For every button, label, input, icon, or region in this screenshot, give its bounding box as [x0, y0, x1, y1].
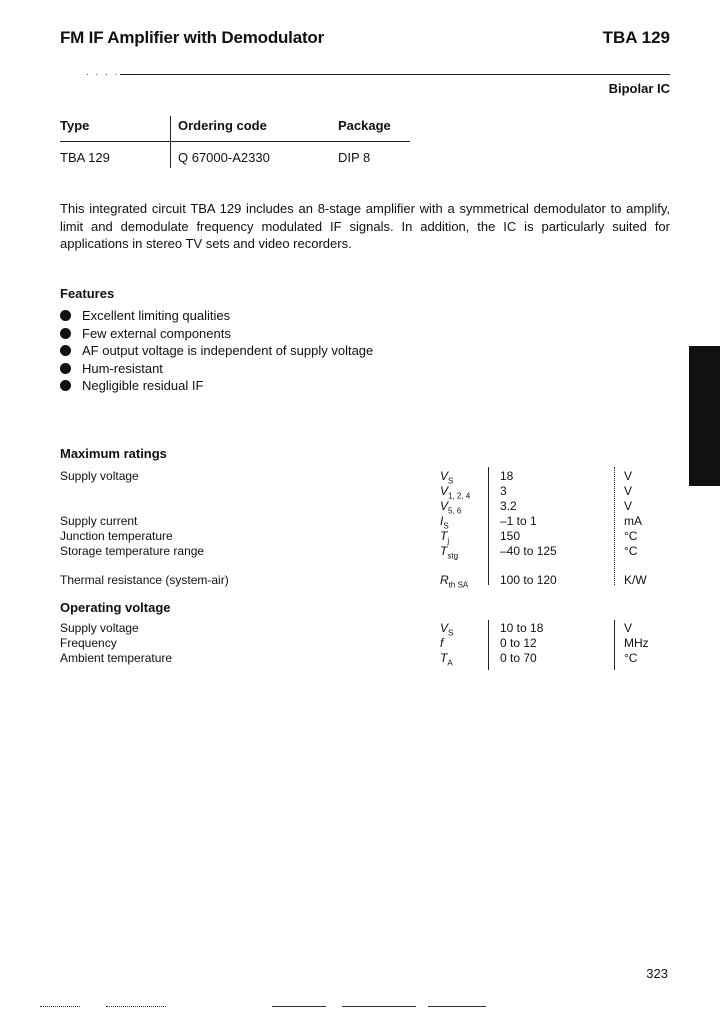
symbol-divider: [488, 467, 489, 585]
table-row-value: 10 to 18: [500, 621, 544, 635]
table-row-symbol: $T_A$: [440, 651, 453, 668]
table-row-value: 100 to 120: [500, 573, 557, 587]
table-header-rule: [60, 141, 410, 142]
ordering-code-header: Ordering code: [178, 118, 267, 133]
table-row-label: Supply voltage: [60, 621, 139, 635]
table-row-symbol: $R_{th SA}$: [440, 573, 469, 590]
footer-rule: [342, 1006, 416, 1007]
table-row-symbol: $V_{1, 2, 4}$: [440, 484, 471, 501]
table-row-label: Frequency: [60, 636, 117, 650]
table-divider: [170, 116, 171, 168]
symbol-divider: [488, 620, 489, 670]
list-item: Hum-resistant: [60, 360, 373, 378]
type-header: Type: [60, 118, 90, 133]
table-row-value: –1 to 1: [500, 514, 537, 528]
operating-heading: Operating voltage: [60, 600, 171, 615]
footer-rule: [40, 1006, 80, 1007]
table-row-value: 3: [500, 484, 507, 498]
table-row-label: Supply current: [60, 514, 138, 528]
table-row-symbol: $V_{5, 6}$: [440, 499, 462, 516]
table-row-symbol: $V_S$: [440, 469, 454, 486]
bullet-icon: [60, 345, 71, 356]
bullet-icon: [60, 380, 71, 391]
table-row-value: 0 to 12: [500, 636, 537, 650]
ordering-code-value: Q 67000-A2330: [178, 150, 270, 165]
table-row-value: –40 to 125: [500, 544, 557, 558]
table-row-unit: mA: [624, 514, 642, 528]
unit-divider: [614, 467, 615, 585]
table-row-value: 3.2: [500, 499, 517, 513]
table-row-symbol: $I_S$: [440, 514, 449, 531]
type-value: TBA 129: [60, 150, 110, 165]
unit-divider: [614, 620, 615, 670]
table-row-unit: V: [624, 469, 633, 483]
footer-rule: [106, 1006, 166, 1007]
features-heading: Features: [60, 286, 115, 301]
table-row-unit: MHz: [624, 636, 649, 650]
table-row-unit: °C: [624, 544, 638, 558]
table-row-label: Ambient temperature: [60, 651, 173, 665]
page-title: FM IF Amplifier with Demodulator: [60, 28, 325, 47]
page-number: 323: [646, 966, 668, 981]
table-row-unit: K/W: [624, 573, 647, 587]
description-text: This integrated circuit TBA 129 includes an 8-stage amplifier with a symmetrical demodulator to amplify, limit and demodulate frequency modulated IF signals. In addition, the IC is particularly suited for applications in stereo TV sets and video recorders.: [60, 201, 670, 251]
list-item: Few external components: [60, 325, 373, 343]
package-header: Package: [338, 118, 391, 133]
max-ratings-heading: Maximum ratings: [60, 446, 167, 461]
features-list: [60, 307, 373, 395]
footer-rule: [428, 1006, 486, 1007]
table-row-symbol: f: [440, 636, 444, 650]
header-dots: . . . . . .: [86, 67, 139, 78]
table-row-unit: V: [624, 499, 633, 513]
table-row-value: 18: [500, 469, 514, 483]
table-row-symbol: $T_{stg}$: [440, 544, 459, 561]
bullet-icon: [60, 363, 71, 374]
table-row-label: Supply voltage: [60, 469, 139, 483]
table-row-value: 0 to 70: [500, 651, 537, 665]
bullet-icon: [60, 328, 71, 339]
package-value: DIP 8: [338, 150, 371, 165]
table-row-unit: °C: [624, 529, 638, 543]
table-row-label: Junction temperature: [60, 529, 173, 543]
category-label: Bipolar IC: [608, 81, 670, 96]
table-row-label: Storage temperature range: [60, 544, 205, 558]
table-row-unit: V: [624, 621, 633, 635]
footer-rule: [272, 1006, 326, 1007]
table-row-unit: V: [624, 484, 633, 498]
description: [60, 200, 670, 253]
list-item: Negligible residual IF: [60, 377, 373, 395]
table-row-symbol: $V_S$: [440, 621, 454, 638]
table-row-label: Thermal resistance (system-air): [60, 573, 229, 587]
part-number: TBA 129: [602, 28, 670, 47]
bullet-icon: [60, 310, 71, 321]
table-row-unit: °C: [624, 651, 638, 665]
table-row-value: 150: [500, 529, 521, 543]
table-row-symbol: $T_j$: [440, 529, 450, 546]
header-rule: [120, 74, 670, 75]
list-item: AF output voltage is independent of supply voltage: [60, 342, 373, 360]
chapter-tab: [689, 346, 720, 486]
list-item: Excellent limiting qualities: [60, 307, 373, 325]
